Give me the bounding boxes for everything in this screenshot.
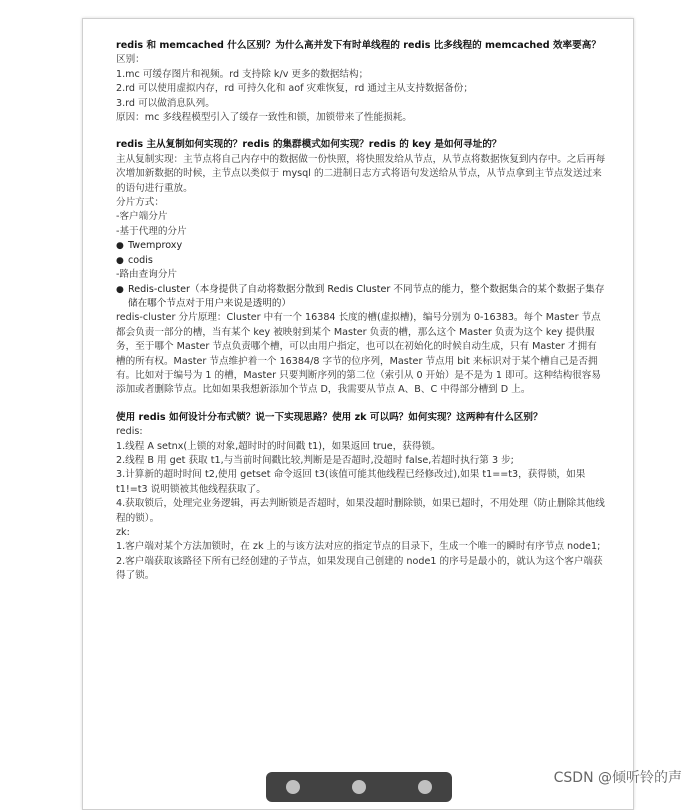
section-2-line: -路由查询分片 [116,269,178,281]
bullet-text: Twemproxy [128,240,183,252]
toolbar-button-icon[interactable] [352,780,366,794]
bullet-item [116,239,606,253]
section-2-line: 主从复制实现：主节点将自己内存中的数据做一份快照，将快照发给从节点，从节点将数据恢复到内存中。之后再每次增加新数据的时候，主节点以类似于 mysql 的二进制日志方式将语句发送给从节点，从节点拿到主节点发送过来的语句进行重放。 [116,153,606,194]
section-3-line: zk: [116,527,130,538]
section-3-title: 使用 redis 如何设计分布式锁？说一下实现思路？使用 zk 可以吗？如何实现？这两种有什么区别？ [116,411,543,423]
section-2-line: -基于代理的分片 [116,225,187,237]
bullet-icon: ● [116,284,124,295]
section-1-line: 1.mc 可缓存图片和视频。rd 支持除 k/v 更多的数据结构； [116,68,369,80]
section-1-line: 原因：mc 多线程模型引入了缓存一致性和锁，加锁带来了性能损耗。 [116,112,412,124]
section-3-line: 4.获取锁后，处理完业务逻辑，再去判断锁是否超时，如果没超时删除锁，如果已超时，不用处理（防止删除其他线程的锁）。 [116,498,605,524]
document-content [116,39,606,584]
section-3-line: 1.客户端对某个方法加锁时，在 zk 上的与该方法对应的指定节点的目录下，生成一个唯一的瞬时有序节点 node1; [116,541,601,553]
bullet-icon: ● [116,255,124,266]
document-page [82,18,634,810]
section-2-line: 分片方式： [116,197,164,209]
section-3-line: 2.客户端获取该路径下所有已经创建的子节点，如果发现自己创建的 node1 的序号是最小的，就认为这个客户端获得了锁。 [116,555,603,582]
section-3-line: redis: [116,426,143,438]
bullet-item [116,254,606,268]
bullet-text: Redis-cluster（本身提供了自动将数据分散到 Redis Cluster 不同节点的能力，整个数据集合的某个数据子集存储在哪个节点对于用户来说是透明的） [128,283,605,309]
watermark: CSDN @倾听铃的声 [553,770,682,786]
section-1-line: 2.rd 可以使用虚拟内存，rd 可持久化和 aof 灾难恢复，rd 通过主从支持数据备份； [116,83,473,95]
section-1-title: redis 和 memcached 什么区别？为什么高并发下有时单线程的 redis 比多线程的 memcached 效率要高？ [116,40,601,51]
section-3-line: 3.计算新的超时时间 t2,使用 getset 命令返回 t3(该值可能其他线程已经修改过),如果 t1==t3，获得锁，如果 t1!=t3 说明锁被其他线程获取了。 [116,469,586,495]
section-2-line: redis-cluster 分片原理：Cluster 中有一个 16384 长度的槽(虚拟槽)，编号分别为 0-16383。每个 Master 节点都会负责一部分的槽，当有某个 key 被映射到某个 Master 负责的槽，那么这个 Master 负责为这个 key 提供服务，至于哪个 Master 节点负责哪个槽，可以由用户指定，也可以在初始化的时候自动生成，只有 Master 才拥有槽的所有权。Master 节点维护着一个 16384/8 字节的位序列，Master 节点用 bit 来标识对于某个槽自己是否拥有。比如对于编号为 1 的槽，Master 只要判断序列的第二位（索引从 0 开始）是不是为 1 即可。这种结构很容易添加或者删除节点。比如如果我想新添加个节点 D，我需要从节点 A、B、C 中得部分槽到 D 上。 [116,312,601,396]
section-3-line: 1.线程 A setnx(上锁的对象,超时时的时间戳 t1)，如果返回 true，获得锁。 [116,440,441,452]
section-1-line: 3.rd 可以做消息队列。 [116,97,215,109]
section-2-line: -客户端分片 [116,211,168,223]
section-1-line: 区别： [116,54,145,66]
bullet-item [116,283,606,312]
section-2-title: redis 主从复制如何实现的？redis 的集群模式如何实现？redis 的 key 是如何寻址的？ [116,139,502,151]
bullet-icon: ● [116,241,124,252]
section-3-line: 2.线程 B 用 get 获取 t1,与当前时间戳比较,判断是是否超时,没超时 false,若超时执行第 3 步; [116,454,514,466]
toolbar-button-icon[interactable] [286,780,300,794]
bullet-text: codis [128,254,153,266]
viewer-toolbar[interactable] [266,772,452,802]
toolbar-button-icon[interactable] [418,780,432,794]
